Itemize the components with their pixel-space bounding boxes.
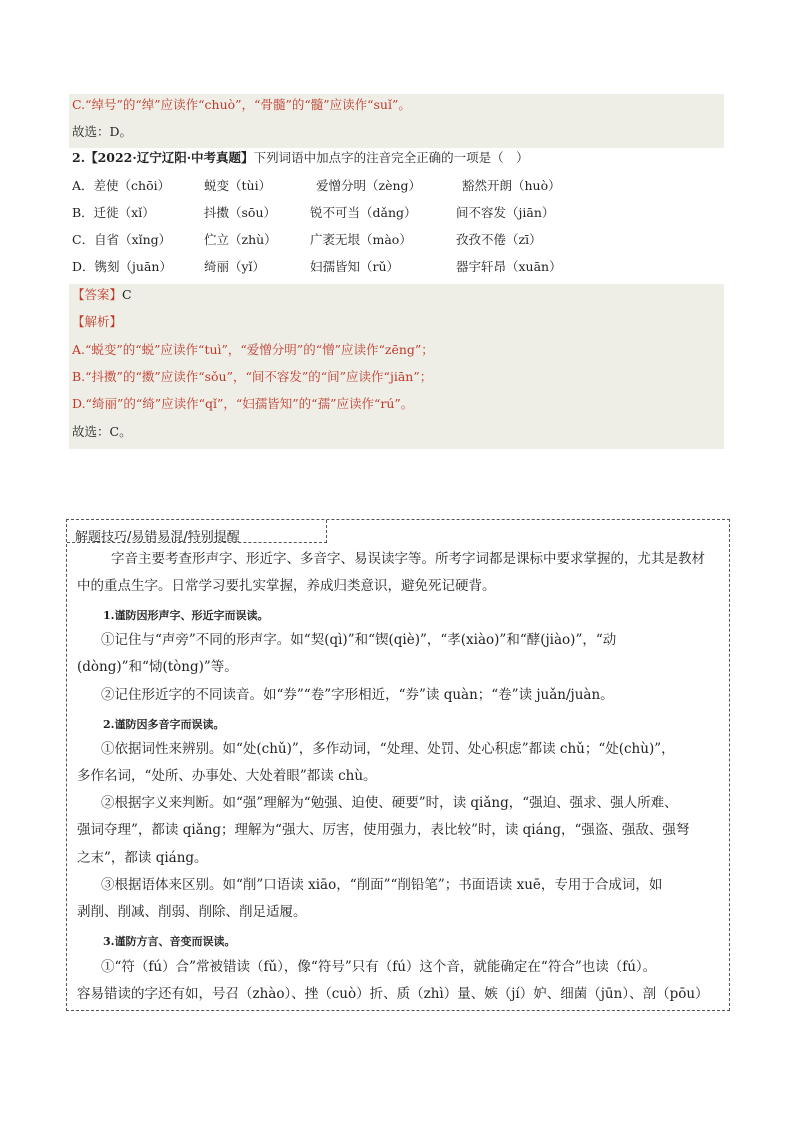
tips-heading-3: 3.谨防方言、音变而误读。 [103,935,236,948]
answer-label: 【答案】 [72,287,123,302]
tips-heading-1: 1.谨防因形声字、形近字而误读。 [103,609,269,622]
tips-p2-3: ②根据字义来判断。如“强”理解为“勉强、迫使、硬要”时，读 qiǎng，“强迫、强求、强人所难、 [101,795,678,811]
tips-intro-1: 字音主要考查形声字、形近字、多音字、易误读字等。所考字词都是课标中要求掌握的，尤其是教材 [111,551,705,567]
tips-heading-2: 2.谨防因多音字而误读。 [103,718,225,731]
answer-line [72,287,132,303]
analysis-line-a: A.“蜕变”的“蜕”应读作“tuì”，“爱憎分明”的“憎”应读作“zēng”； [72,342,434,357]
option-a-word-2: 蜕变（tùi） [204,178,272,193]
answer-block [69,284,724,449]
tips-p3-1: ①“符（fú）合”常被错读（fǔ），像“符号”只有（fú）这个音，就能确定在“符合”也读（fú）。 [101,959,657,975]
option-c-word-1: C．自省（xǐng） [72,232,172,247]
option-b-word-1: B．迁徙（xǐ） [72,205,155,220]
option-d-word-1: D．镌刻（juān） [72,259,172,274]
tips-title: 解题技巧/易错易混/特别提醒 [75,530,240,545]
option-c-word-3: 广袤无垠（mào） [310,232,412,247]
tips-box [66,519,730,1011]
option-b-word-4: 间不容发（jiān） [456,205,555,220]
option-a-word-1: A．差使（chōi） [72,178,171,193]
choose-line: 故选：C。 [72,424,132,439]
option-d-word-2: 绮丽（yǐ） [204,259,266,274]
question-number: 2. [72,150,86,165]
prev-analysis-line-c: C.“绰号”的“绰”应读作“chuò”，“骨髓”的“髓”应读作“suǐ”。 [72,97,411,112]
option-c-word-2: 伫立（zhù） [204,232,277,247]
option-d-word-4: 器宇轩昂（xuān） [456,259,562,274]
answer-value: C [122,287,132,302]
question-source: 【2022·辽宁辽阳·中考真题】 [85,150,254,165]
question-stem [72,150,529,166]
tips-p3-2: 容易错读的字还有如，号召（zhào）、挫（cuò）折、质（zhì）量、嫉（jí）妒、细菌（jūn）、剖（pōu） [77,986,709,1002]
option-d-word-3: 妇孺皆知（rǔ） [310,259,400,274]
tips-p1-2: (dòng)”和“恸(tòng)”等。 [77,659,238,675]
tips-p1-3: ②记住形近字的不同读音。如“券”“卷”字形相近，“券”读 quàn；“卷”读 juǎn/juàn。 [101,687,614,703]
tips-p1-1: ①记住与“声旁”不同的形声字。如“契(qì)”和“锲(qiè)”，“孝(xiào)”和“酵(jiào)”，“动 [101,632,617,648]
tips-p2-7: 剥削、削减、削弱、削除、削足适履。 [77,904,307,920]
analysis-label: 【解析】 [72,314,123,329]
analysis-line-b: B.“抖擞”的“擞”应读作“sǒu”，“间不容发”的“间”应读作“jiān”； [72,369,433,384]
option-a-word-4: 豁然开朗（huò） [462,178,561,193]
option-b-word-2: 抖擞（sōu） [204,205,276,220]
tips-p2-4: 强词夺理”，都读 qiǎng；理解为“强大、厉害，使用强力，表比较”时，读 qiáng，“强盗、强敌、强弩 [77,822,690,838]
tips-p2-1: ①依据词性来辨别。如“处(chǔ)”，多作动词，“处理、处罚、处心积虑”都读 chǔ；“处(chù)”， [101,741,675,757]
question-text: 下列词语中加点字的注音完全正确的一项是（ ） [253,150,529,165]
tips-p2-5: 之末”，都读 qiáng。 [77,850,208,866]
tips-p2-6: ③根据语体来区别。如“削”口语读 xiāo，“削面”“削铅笔”；书面语读 xuē，专用于合成词，如 [101,877,663,893]
prev-choose-line: 故选：D。 [72,124,133,139]
analysis-line-d: D.“绮丽”的“绮”应读作“qǐ”，“妇孺皆知”的“孺”应读作“rú”。 [72,396,414,411]
option-a-word-3: 爱憎分明（zèng） [316,178,422,193]
tips-p2-2: 多作名词，“处所、办事处、大处着眼”都读 chù。 [77,768,377,784]
option-b-word-3: 锐不可当（dǎng） [310,205,417,220]
tips-intro-2: 中的重点生字。日常学习要扎实掌握，养成归类意识，避免死记硬背。 [77,578,496,594]
option-c-word-4: 孜孜不倦（zī） [456,232,542,247]
